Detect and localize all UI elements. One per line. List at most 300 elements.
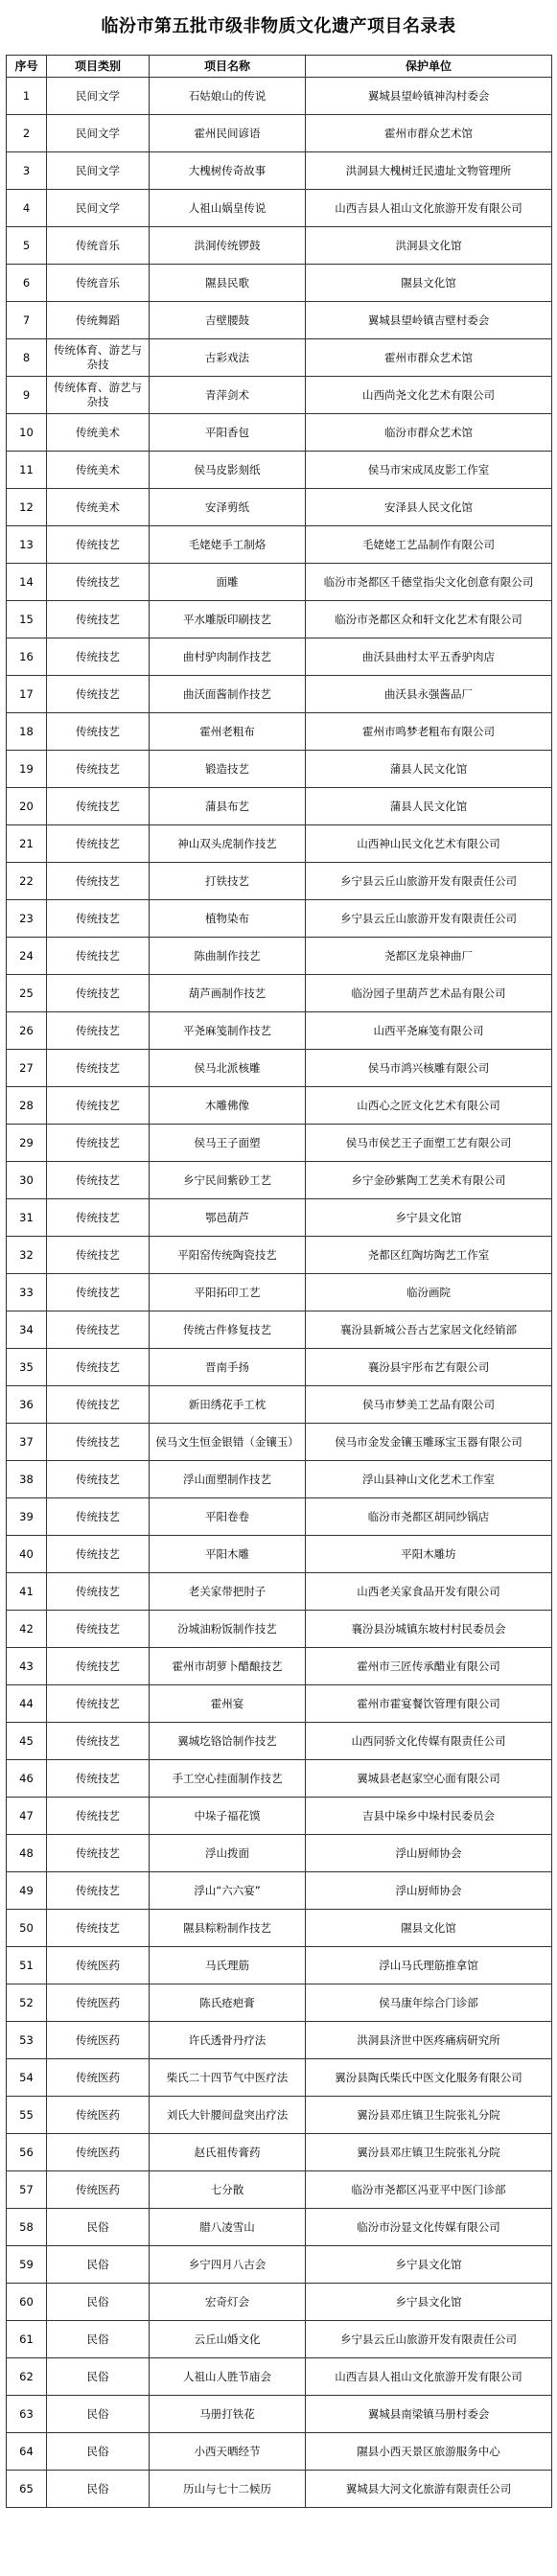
cell-category: 民俗 [47,2321,150,2358]
cell-category: 传统技艺 [47,1648,150,1685]
header-unit: 保护单位 [306,56,552,78]
heritage-list-table [6,55,552,2508]
cell-unit: 翼城县望岭镇吉壁村委会 [306,302,552,339]
table-row [7,1125,552,1162]
cell-unit: 安泽县人民文化馆 [306,489,552,526]
cell-unit: 尧都区红陶坊陶艺工作室 [306,1237,552,1274]
cell-unit: 翼汾县邓庄镇卫生院张礼分院 [306,2134,552,2171]
cell-name: 许氏透骨丹疗法 [150,2022,306,2059]
table-row [7,339,552,377]
cell-category: 民俗 [47,2246,150,2284]
cell-category: 传统技艺 [47,1311,150,1349]
table-row [7,1872,552,1910]
cell-category: 传统技艺 [47,676,150,713]
cell-name: 蒲县布艺 [150,788,306,825]
cell-name: 洪洞传统锣鼓 [150,227,306,265]
cell-category: 民间文学 [47,190,150,227]
cell-num: 4 [7,190,47,227]
cell-name: 平阳拓印工艺 [150,1274,306,1311]
cell-num: 19 [7,751,47,788]
cell-num: 53 [7,2022,47,2059]
cell-num: 10 [7,414,47,452]
cell-name: 侯马文生恒金银错（金镶玉） [150,1424,306,1461]
cell-num: 5 [7,227,47,265]
table-row [7,302,552,339]
cell-unit: 临汾市尧都区众和轩文化艺术有限公司 [306,601,552,638]
table-row [7,2059,552,2097]
cell-unit: 霍州市群众艺术馆 [306,339,552,377]
cell-unit: 蒲县人民文化馆 [306,788,552,825]
table-row [7,2246,552,2284]
table-row [7,900,552,938]
cell-name: 面雕 [150,564,306,601]
cell-unit: 洪洞县大槐树迁民遗址文物管理所 [306,152,552,190]
cell-category: 传统技艺 [47,1798,150,1835]
cell-name: 乡宁民间紫砂工艺 [150,1162,306,1199]
table-row [7,2171,552,2209]
cell-category: 传统技艺 [47,526,150,564]
header-category: 项目类别 [47,56,150,78]
cell-unit: 乡宁县文化馆 [306,2284,552,2321]
cell-category: 传统技艺 [47,1573,150,1611]
cell-unit: 临汾画院 [306,1274,552,1311]
cell-num: 65 [7,2471,47,2508]
cell-name: 鄂邑葫芦 [150,1199,306,1237]
cell-name: 打铁技艺 [150,863,306,900]
cell-unit: 曲沃县永强酱品厂 [306,676,552,713]
cell-num: 9 [7,377,47,414]
cell-name: 陈曲制作技艺 [150,938,306,975]
cell-unit: 山西吉县人祖山文化旅游开发有限公司 [306,2358,552,2396]
cell-unit: 山西平尧麻笺有限公司 [306,1012,552,1050]
cell-num: 13 [7,526,47,564]
cell-num: 29 [7,1125,47,1162]
cell-unit: 洪洞县文化馆 [306,227,552,265]
cell-category: 民俗 [47,2358,150,2396]
cell-name: 柴氏二十四节气中医疗法 [150,2059,306,2097]
cell-name: 平水雕版印刷技艺 [150,601,306,638]
cell-name: 人祖山人胜节庙会 [150,2358,306,2396]
table-row [7,2022,552,2059]
cell-unit: 侯马市金发金镶玉雕琢宝玉器有限公司 [306,1424,552,1461]
cell-category: 传统医药 [47,2171,150,2209]
table-row [7,2471,552,2508]
header-num: 序号 [7,56,47,78]
cell-num: 39 [7,1498,47,1536]
table-row [7,2097,552,2134]
cell-num: 42 [7,1611,47,1648]
cell-name: 神山双头虎制作技艺 [150,825,306,863]
cell-num: 51 [7,1947,47,1984]
cell-category: 民俗 [47,2396,150,2433]
cell-unit: 翼城县老赵家空心面有限公司 [306,1760,552,1798]
cell-unit: 山西吉县人祖山文化旅游开发有限公司 [306,190,552,227]
table-row [7,2134,552,2171]
cell-category: 传统医药 [47,2059,150,2097]
cell-num: 25 [7,975,47,1012]
table-row [7,713,552,751]
cell-unit: 临汾市汾显文化传媒有限公司 [306,2209,552,2246]
cell-num: 45 [7,1723,47,1760]
cell-unit: 翼城县望岭镇神沟村委会 [306,78,552,115]
cell-num: 32 [7,1237,47,1274]
cell-name: 霍州市胡萝卜醋酿技艺 [150,1648,306,1685]
cell-category: 传统技艺 [47,1424,150,1461]
cell-category: 传统体育、游艺与杂技 [47,339,150,377]
cell-num: 1 [7,78,47,115]
table-row [7,1012,552,1050]
cell-num: 14 [7,564,47,601]
cell-name: 植物染布 [150,900,306,938]
cell-unit: 蒲县人民文化馆 [306,751,552,788]
cell-name: 传统古件修复技艺 [150,1311,306,1349]
cell-num: 12 [7,489,47,526]
cell-num: 59 [7,2246,47,2284]
cell-category: 传统技艺 [47,1386,150,1424]
table-row [7,265,552,302]
table-row [7,2358,552,2396]
cell-num: 50 [7,1910,47,1947]
cell-num: 61 [7,2321,47,2358]
cell-unit: 侯马市侯艺王子面塑工艺有限公司 [306,1125,552,1162]
table-row [7,190,552,227]
cell-category: 传统技艺 [47,1012,150,1050]
cell-name: 历山与七十二候历 [150,2471,306,2508]
cell-unit: 乡宁县云丘山旅游开发有限责任公司 [306,2321,552,2358]
cell-unit: 山西尚尧文化艺术有限公司 [306,377,552,414]
cell-name: 霍州民间谚语 [150,115,306,152]
page-title: 临汾市第五批市级非物质文化遗产项目名录表 [101,16,456,36]
cell-unit: 乡宁金砂紫陶工艺美术有限公司 [306,1162,552,1199]
cell-category: 传统医药 [47,2134,150,2171]
table-row [7,938,552,975]
cell-unit: 临汾园子里葫芦艺术品有限公司 [306,975,552,1012]
cell-category: 传统技艺 [47,713,150,751]
cell-unit: 临汾市尧都区冯亚平中医门诊部 [306,2171,552,2209]
cell-name: 老关家带把肘子 [150,1573,306,1611]
cell-num: 2 [7,115,47,152]
table-row [7,377,552,414]
cell-name: 青萍剑术 [150,377,306,414]
cell-name: 侯马皮影刻纸 [150,452,306,489]
cell-num: 3 [7,152,47,190]
table-row [7,1798,552,1835]
cell-name: 隰县粽粉制作技艺 [150,1910,306,1947]
cell-category: 传统技艺 [47,1349,150,1386]
cell-category: 传统医药 [47,2022,150,2059]
cell-category: 传统医药 [47,1984,150,2022]
cell-category: 传统技艺 [47,1274,150,1311]
cell-category: 传统技艺 [47,1162,150,1199]
cell-category: 传统体育、游艺与杂技 [47,377,150,414]
cell-name: 小西天晒经节 [150,2433,306,2471]
cell-unit: 襄汾县新城公吾古艺家居文化经销部 [306,1311,552,1349]
cell-category: 传统技艺 [47,1910,150,1947]
cell-category: 传统技艺 [47,938,150,975]
cell-num: 31 [7,1199,47,1237]
cell-category: 传统技艺 [47,1237,150,1274]
cell-unit: 侯马市鸿兴核雕有限公司 [306,1050,552,1087]
cell-unit: 平阳木雕坊 [306,1536,552,1573]
cell-unit: 翼汾县陶氏柴氏中医文化服务有限公司 [306,2059,552,2097]
table-row [7,414,552,452]
cell-name: 曲村驴肉制作技艺 [150,638,306,676]
table-row [7,1087,552,1125]
table-row [7,1648,552,1685]
cell-name: 云丘山婚文化 [150,2321,306,2358]
cell-num: 48 [7,1835,47,1872]
cell-unit: 乡宁县云丘山旅游开发有限责任公司 [306,900,552,938]
cell-name: 平阳木雕 [150,1536,306,1573]
cell-num: 8 [7,339,47,377]
cell-unit: 山西神山民文化艺术有限公司 [306,825,552,863]
cell-name: 石姑娘山的传说 [150,78,306,115]
cell-name: 晋南手扬 [150,1349,306,1386]
cell-unit: 浮山厨师协会 [306,1872,552,1910]
cell-unit: 吉县中垛乡中垛村民委员会 [306,1798,552,1835]
cell-num: 11 [7,452,47,489]
cell-unit: 洪洞县济世中医疼痛病研究所 [306,2022,552,2059]
cell-unit: 侯马市宋成凤皮影工作室 [306,452,552,489]
table-row [7,1311,552,1349]
cell-name: 浮山拨面 [150,1835,306,1872]
table-row [7,601,552,638]
table-row [7,78,552,115]
cell-num: 18 [7,713,47,751]
table-row [7,1536,552,1573]
cell-category: 民间文学 [47,78,150,115]
cell-category: 民俗 [47,2284,150,2321]
cell-num: 60 [7,2284,47,2321]
table-body [7,78,552,2508]
table-row [7,1498,552,1536]
cell-num: 26 [7,1012,47,1050]
cell-unit: 浮山县神山文化艺术工作室 [306,1461,552,1498]
cell-name: 霍州宴 [150,1685,306,1723]
cell-name: 腊八凌雪山 [150,2209,306,2246]
cell-num: 64 [7,2433,47,2471]
table-row [7,676,552,713]
table-row [7,115,552,152]
cell-category: 传统技艺 [47,975,150,1012]
cell-name: 乡宁四月八古会 [150,2246,306,2284]
cell-num: 34 [7,1311,47,1349]
cell-category: 民俗 [47,2471,150,2508]
cell-category: 民间文学 [47,152,150,190]
cell-name: 中垛子福花馍 [150,1798,306,1835]
cell-num: 15 [7,601,47,638]
cell-category: 传统技艺 [47,1536,150,1573]
table-row [7,1050,552,1087]
cell-name: 人祖山娲皇传说 [150,190,306,227]
cell-category: 传统技艺 [47,788,150,825]
cell-num: 49 [7,1872,47,1910]
cell-num: 36 [7,1386,47,1424]
cell-category: 传统技艺 [47,1723,150,1760]
cell-num: 16 [7,638,47,676]
cell-category: 民俗 [47,2209,150,2246]
cell-unit: 临汾市群众艺术馆 [306,414,552,452]
cell-category: 传统技艺 [47,1685,150,1723]
cell-category: 传统舞蹈 [47,302,150,339]
table-row [7,1237,552,1274]
cell-category: 传统技艺 [47,601,150,638]
cell-unit: 侯马康年综合门诊部 [306,1984,552,2022]
cell-num: 41 [7,1573,47,1611]
table-row [7,788,552,825]
cell-unit: 曲沃县曲村太平五香驴肉店 [306,638,552,676]
cell-category: 传统技艺 [47,1760,150,1798]
cell-category: 传统技艺 [47,1125,150,1162]
cell-name: 吉壁腰鼓 [150,302,306,339]
cell-name: 曲沃面酱制作技艺 [150,676,306,713]
cell-name: 马册打铁花 [150,2396,306,2433]
table-row [7,1424,552,1461]
cell-num: 54 [7,2059,47,2097]
cell-unit: 山西心之匠文化艺术有限公司 [306,1087,552,1125]
cell-name: 锻造技艺 [150,751,306,788]
table-row [7,526,552,564]
cell-category: 传统技艺 [47,1611,150,1648]
table-row [7,152,552,190]
table-row [7,1573,552,1611]
cell-name: 马氏理筋 [150,1947,306,1984]
cell-unit: 乡宁县文化馆 [306,2246,552,2284]
cell-num: 62 [7,2358,47,2396]
cell-category: 民俗 [47,2433,150,2471]
table-row [7,975,552,1012]
cell-name: 浮山“六六宴” [150,1872,306,1910]
table-row [7,2433,552,2471]
table-row [7,1461,552,1498]
cell-num: 37 [7,1424,47,1461]
cell-name: 侯马王子面塑 [150,1125,306,1162]
cell-name: 葫芦画制作技艺 [150,975,306,1012]
cell-num: 38 [7,1461,47,1498]
cell-category: 民间文学 [47,115,150,152]
cell-name: 平阳香包 [150,414,306,452]
cell-category: 传统美术 [47,452,150,489]
table-row [7,2209,552,2246]
cell-num: 44 [7,1685,47,1723]
cell-unit: 翼汾县邓庄镇卫生院张礼分院 [306,2097,552,2134]
cell-unit: 浮山厨师协会 [306,1835,552,1872]
table-header-row [7,56,552,78]
cell-num: 22 [7,863,47,900]
cell-num: 52 [7,1984,47,2022]
cell-category: 传统技艺 [47,1087,150,1125]
table-row [7,2396,552,2433]
cell-num: 40 [7,1536,47,1573]
table-row [7,564,552,601]
cell-unit: 霍州市群众艺术馆 [306,115,552,152]
cell-unit: 翼城县大河文化旅游有限责任公司 [306,2471,552,2508]
table-row [7,2321,552,2358]
cell-num: 21 [7,825,47,863]
cell-num: 17 [7,676,47,713]
cell-name: 平阳卷卷 [150,1498,306,1536]
cell-name: 古彩戏法 [150,339,306,377]
cell-category: 传统技艺 [47,1050,150,1087]
cell-name: 安泽剪纸 [150,489,306,526]
table-row [7,227,552,265]
cell-category: 传统美术 [47,414,150,452]
cell-name: 刘氏大针腰间盘突出疗法 [150,2097,306,2134]
cell-num: 58 [7,2209,47,2246]
cell-unit: 临汾市尧都区胡同纱锅店 [306,1498,552,1536]
cell-unit: 浮山马氏理筋推拿馆 [306,1947,552,1984]
cell-num: 27 [7,1050,47,1087]
cell-unit: 乡宁县文化馆 [306,1199,552,1237]
table-row [7,863,552,900]
cell-unit: 山西老关家食品开发有限公司 [306,1573,552,1611]
table-row [7,1199,552,1237]
cell-num: 47 [7,1798,47,1835]
cell-name: 霍州老粗布 [150,713,306,751]
table-row [7,1760,552,1798]
cell-unit: 乡宁县云丘山旅游开发有限责任公司 [306,863,552,900]
cell-name: 七分散 [150,2171,306,2209]
cell-name: 木雕佛像 [150,1087,306,1125]
cell-num: 55 [7,2097,47,2134]
cell-category: 传统技艺 [47,1498,150,1536]
cell-unit: 襄汾县宇彤布艺有限公司 [306,1349,552,1386]
cell-unit: 霍州市霍宴餐饮管理有限公司 [306,1685,552,1723]
cell-category: 传统音乐 [47,265,150,302]
cell-unit: 毛姥姥工艺品制作有限公司 [306,526,552,564]
cell-name: 翼城圪铬饸制作技艺 [150,1723,306,1760]
cell-num: 28 [7,1087,47,1125]
cell-name: 平尧麻笺制作技艺 [150,1012,306,1050]
cell-unit: 霍州市三匠传承醋业有限公司 [306,1648,552,1685]
cell-unit: 临汾市尧都区千德堂指尖文化创意有限公司 [306,564,552,601]
table-row [7,751,552,788]
cell-unit: 隰县文化馆 [306,1910,552,1947]
cell-category: 传统技艺 [47,1835,150,1872]
cell-category: 传统技艺 [47,1199,150,1237]
cell-num: 20 [7,788,47,825]
cell-unit: 翼城县南梁镇马册村委会 [306,2396,552,2433]
cell-unit: 隰县小西天景区旅游服务中心 [306,2433,552,2471]
cell-name: 手工空心挂面制作技艺 [150,1760,306,1798]
cell-name: 赵氏祖传膏药 [150,2134,306,2171]
cell-num: 33 [7,1274,47,1311]
cell-unit: 襄汾县汾城镇东坡村村民委员会 [306,1611,552,1648]
table-row [7,1162,552,1199]
cell-num: 63 [7,2396,47,2433]
header-name: 项目名称 [150,56,306,78]
table-row [7,1723,552,1760]
table-row [7,1274,552,1311]
cell-category: 传统技艺 [47,1461,150,1498]
table-row [7,638,552,676]
cell-name: 平阳窑传统陶瓷技艺 [150,1237,306,1274]
table-row [7,1910,552,1947]
table-row [7,452,552,489]
cell-num: 46 [7,1760,47,1798]
cell-category: 传统美术 [47,489,150,526]
cell-name: 浮山面塑制作技艺 [150,1461,306,1498]
cell-category: 传统技艺 [47,564,150,601]
table-row [7,825,552,863]
cell-name: 大槐树传奇故事 [150,152,306,190]
cell-category: 传统技艺 [47,638,150,676]
cell-num: 57 [7,2171,47,2209]
cell-category: 传统技艺 [47,825,150,863]
cell-category: 传统医药 [47,1947,150,1984]
cell-unit: 隰县文化馆 [306,265,552,302]
table-row [7,1386,552,1424]
